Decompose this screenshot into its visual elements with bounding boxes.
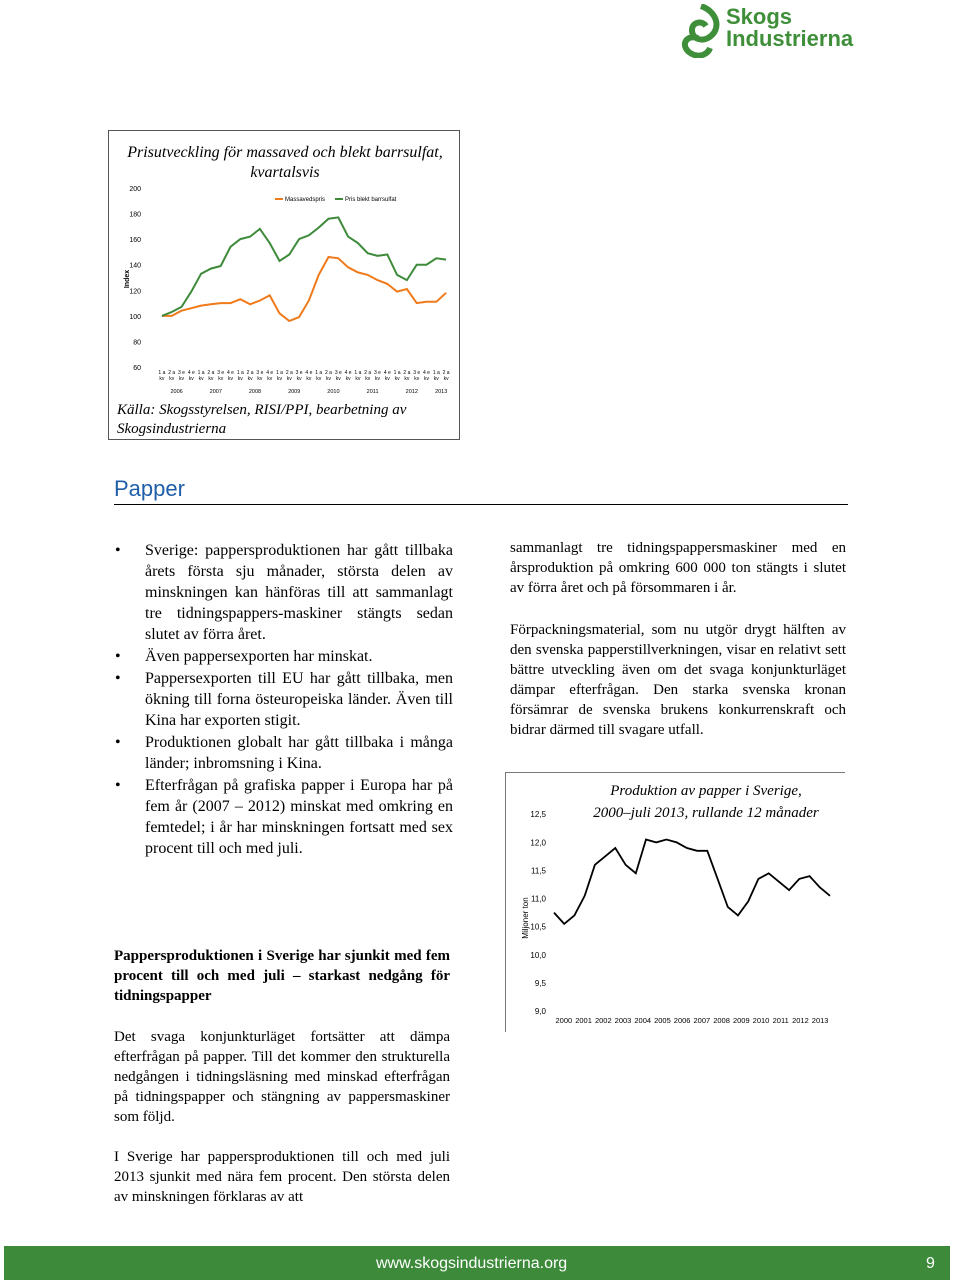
x-tick-label: kv	[433, 376, 439, 382]
body-paragraph-1: Det svaga konjunkturläget fortsätter att dämpa efterfrågan på papper. Till det kommer den strukturella nedgången i tidningsläsning med minskad efterfrågan på tidningspapper och stängning av pappersmaskiner som följd.	[114, 1029, 450, 1125]
x-tick-label: kv	[414, 376, 420, 382]
production-chart-title-line-2: 2000–juli 2013, rullande 12 månader	[593, 805, 819, 821]
x-tick-label: 3 e	[256, 370, 264, 376]
x-tick-label: 2 a	[207, 370, 215, 376]
y-tick-label: 180	[129, 211, 141, 219]
x-tick-label: 2006	[673, 1016, 691, 1025]
price-chart-box	[108, 130, 460, 440]
x-tick-label: 3 e	[295, 370, 303, 376]
x-tick-label: kv	[198, 376, 204, 382]
x-tick-label: kv	[218, 376, 224, 382]
y-tick-label: 10,0	[530, 950, 546, 960]
x-tick-label: kv	[228, 376, 233, 382]
series-line	[162, 257, 446, 321]
x-tick-label: kv	[296, 376, 302, 382]
x-tick-label: 4 e	[383, 370, 391, 376]
x-tick-label: 2 a	[285, 370, 293, 376]
x-tick-label: kv	[179, 376, 184, 382]
x-tick-label: 2 a	[403, 370, 411, 376]
x-tick-label: kv	[335, 376, 341, 382]
y-axis-label: Index	[124, 269, 131, 289]
bullet-item: • Även pappersexporten har minskat.	[113, 646, 453, 667]
bold-subheading: Pappersproduktionen i Sverige har sjunkit med fem procent till och med juli – starkast nedgång för tidningspapper	[114, 948, 450, 1004]
right-paragraph-2: Förpackningsmaterial, som nu utgör drygt hälften av den svenska papperstillverkningen, visar en relativt sett bättre utveckling även om det svaga konjunkturläget dämpar efterfrågan. Den starka svenska kronan försämrar de svenska brukens konkurrenskraft och bidrar därmed till svagare utfall.	[510, 622, 846, 738]
right-paragraph-1: sammanlagt tre tidningspappersmaskiner med en årsproduktion på omkring 600 000 ton stängts i slutet av förra året och på försommaren i år.	[510, 540, 846, 596]
x-tick-label: 1 a	[432, 370, 440, 376]
x-tick-label: kv	[208, 376, 214, 382]
x-tick-label: 3 e	[178, 370, 185, 376]
year-label: 2011	[366, 389, 379, 395]
x-tick-label: 1 a	[158, 370, 166, 376]
x-tick-label: 2007	[693, 1016, 711, 1025]
year-label: 2007	[209, 389, 222, 395]
x-tick-label: kv	[394, 376, 400, 382]
logo-word-2: Industrierna	[726, 26, 854, 51]
year-label: 2013	[435, 389, 448, 395]
x-tick-label: 4 e	[227, 370, 234, 376]
x-tick-label: 2013	[811, 1016, 829, 1025]
production-chart-title-line-1: Produktion av papper i Sverige,	[610, 783, 802, 799]
x-tick-label: kv	[355, 376, 361, 382]
y-tick-label: 120	[129, 288, 141, 296]
x-tick-label: kv	[257, 376, 263, 382]
bullet-item: • Efterfrågan på grafiska papper i Europa har på fem år (2007 – 2012) minskat med omkring en femtedel; i år har minskningen fortsatt med sex procent till och med juli.	[113, 775, 453, 859]
x-tick-label: 2012	[792, 1016, 809, 1025]
bullet-item: • Pappersexporten till EU har gått tillbaka, men ökning till forna östeuropeiska länder. Även till Kina har exporten stigit.	[113, 668, 453, 731]
x-tick-label: 1 a	[393, 370, 401, 376]
x-tick-label: 2 a	[364, 370, 372, 376]
x-tick-label: kv	[237, 376, 243, 382]
x-tick-label: 2011	[772, 1016, 789, 1025]
series-line	[162, 217, 446, 316]
x-tick-label: kv	[159, 376, 165, 382]
x-tick-label: 4 e	[305, 370, 313, 376]
x-tick-label: 1 a	[276, 370, 283, 376]
production-chart-box	[505, 772, 845, 1032]
x-tick-label: 4 e	[423, 370, 430, 376]
x-tick-label: kv	[326, 376, 331, 382]
x-tick-label: 2004	[634, 1016, 652, 1025]
x-tick-label: 2 a	[168, 370, 176, 376]
y-tick-label: 60	[133, 365, 141, 372]
y-tick-label: 140	[129, 262, 141, 270]
y-tick-label: 200	[129, 186, 141, 193]
x-tick-label: 2009	[732, 1016, 750, 1025]
y-tick-label: 12,0	[530, 838, 546, 848]
x-tick-label: 4 e	[187, 370, 195, 376]
x-tick-label: 2 a	[246, 370, 254, 376]
leaf-logo-icon	[678, 4, 724, 58]
x-tick-label: 2001	[575, 1016, 592, 1025]
skogsindustrierna-logo	[676, 2, 886, 60]
x-tick-label: 3 e	[217, 370, 225, 376]
bullet-item: • Produktionen globalt har gått tillbaka i många länder; inbromsning i Kina.	[113, 732, 453, 774]
price-chart-source: Källa: Skogsstyrelsen, RISI/PPI, bearbetning av Skogsindustrierna	[117, 402, 407, 437]
y-axis-label: Miljoner ton	[521, 897, 530, 939]
x-tick-label: kv	[277, 376, 282, 382]
x-tick-label: kv	[316, 376, 322, 382]
x-tick-label: kv	[286, 376, 292, 382]
production-chart	[506, 773, 846, 1033]
x-tick-label: 3 e	[413, 370, 421, 376]
x-tick-label: kv	[424, 376, 429, 382]
price-chart-title: Prisutveckling för massaved och blekt barrsulfat, kvartalsvis	[127, 144, 443, 181]
section-heading-papper: Papper	[114, 476, 848, 505]
x-tick-label: 1 a	[236, 370, 244, 376]
x-tick-label: 3 e	[334, 370, 342, 376]
x-tick-label: 1 a	[197, 370, 205, 376]
page-number: 9	[926, 1255, 935, 1272]
x-tick-label: kv	[384, 376, 390, 382]
legend-label: Massavedspris	[285, 197, 326, 203]
year-label: 2008	[248, 389, 262, 395]
x-tick-label: 1 a	[354, 370, 362, 376]
year-label: 2006	[170, 389, 183, 395]
y-tick-label: 9,5	[534, 978, 546, 988]
x-tick-label: kv	[267, 376, 273, 382]
y-tick-label: 100	[129, 313, 141, 321]
y-tick-label: 160	[129, 237, 141, 245]
x-tick-label: kv	[169, 376, 175, 382]
y-tick-label: 80	[133, 339, 141, 347]
x-tick-label: kv	[247, 376, 253, 382]
y-tick-label: 11,5	[531, 866, 546, 876]
x-tick-label: kv	[345, 376, 351, 382]
year-label: 2010	[327, 389, 340, 395]
x-tick-label: 2005	[654, 1016, 671, 1025]
x-tick-label: 4 e	[344, 370, 352, 376]
bullet-list	[113, 540, 453, 860]
x-tick-label: 2003	[614, 1016, 632, 1025]
logo-word-1: Skogs	[726, 4, 793, 29]
x-tick-label: kv	[365, 376, 371, 382]
y-tick-label: 12,5	[530, 810, 546, 820]
x-tick-label: 2 a	[325, 370, 332, 376]
x-tick-label: kv	[306, 376, 312, 382]
body-paragraph-2: I Sverige har pappersproduktionen till och med juli 2013 sjunkit med nära fem procent. Den största delen av minskningen förklaras av att	[114, 1149, 450, 1205]
footer-url[interactable]: www.skogsindustrierna.org	[376, 1255, 568, 1272]
legend-label: Pris blekt barrsulfat	[345, 197, 397, 203]
year-label: 2009	[288, 389, 301, 395]
production-line	[554, 840, 830, 924]
x-tick-label: 4 e	[266, 370, 274, 376]
y-tick-label: 9,0	[534, 1007, 546, 1016]
x-tick-label: 2002	[594, 1016, 612, 1025]
x-tick-label: 2000	[555, 1016, 573, 1025]
y-tick-label: 10,5	[530, 922, 546, 932]
x-tick-label: 2010	[752, 1016, 770, 1025]
year-label: 2012	[405, 389, 418, 395]
x-tick-label: 1 a	[315, 370, 323, 376]
x-tick-label: 2 a	[442, 370, 450, 376]
x-tick-label: 3 e	[374, 370, 381, 376]
bullet-item: • Sverige: pappersproduktionen har gått tillbaka årets första sju månader, största delen av minskningen kan hänföras till att sammanlagt tre tidningspappers-maskiner stängts sedan slutet av förra året.	[113, 540, 453, 645]
right-column	[510, 538, 846, 762]
y-tick-label: 11,0	[531, 894, 546, 904]
x-tick-label: kv	[188, 376, 194, 382]
x-tick-label: 2008	[713, 1016, 730, 1025]
x-tick-label: kv	[375, 376, 380, 382]
x-tick-label: kv	[404, 376, 410, 382]
x-tick-label: kv	[443, 376, 449, 382]
